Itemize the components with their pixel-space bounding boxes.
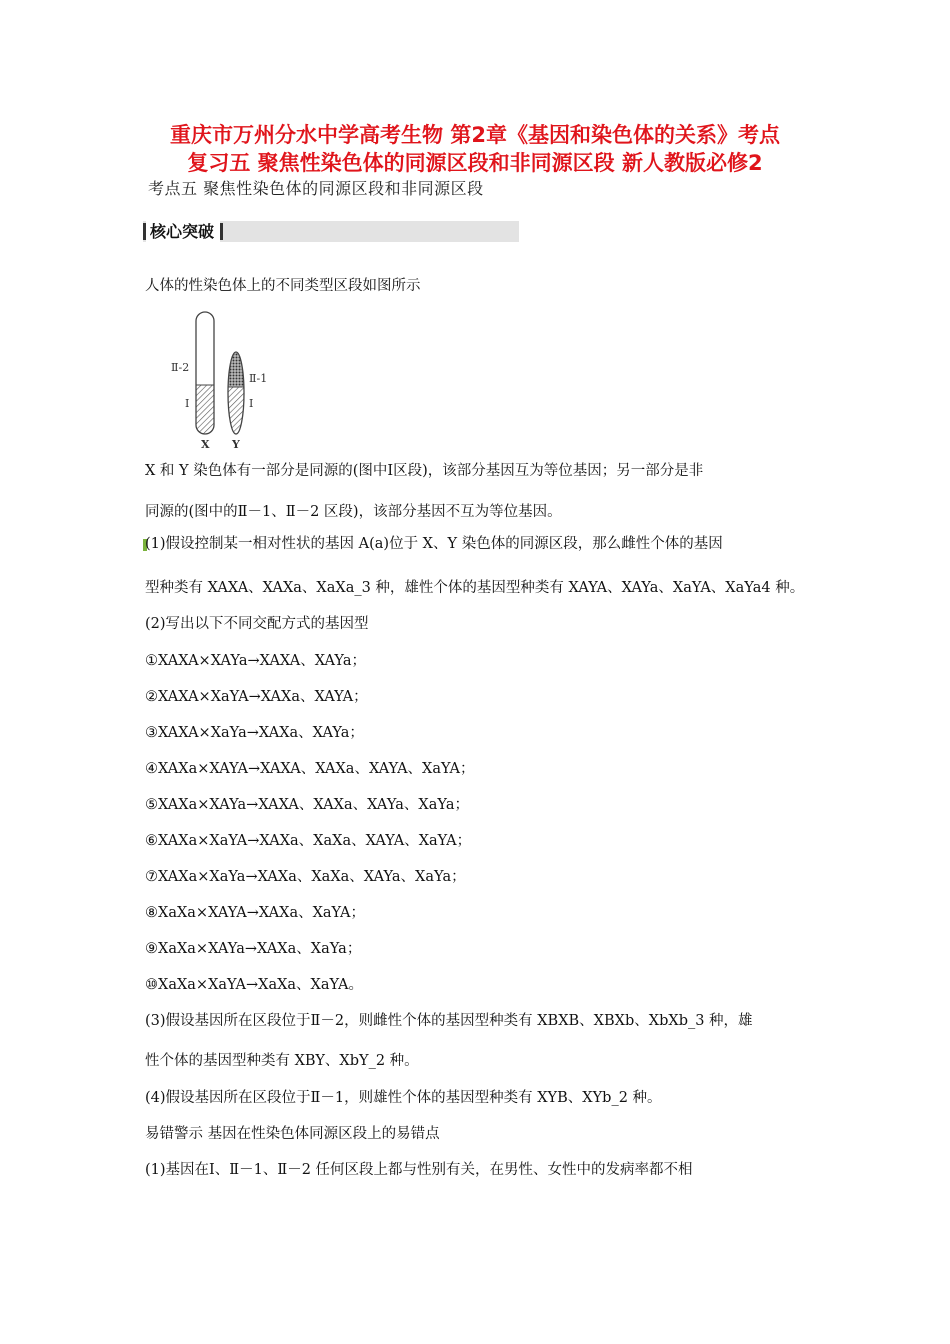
question-3-line: 性个体的基因型种类有 XBY、XbY_2 种。 xyxy=(145,1053,419,1069)
paragraph-line: 同源的(图中的Ⅱ－1、Ⅱ－2 区段)，该部分基因不互为等位基因。 xyxy=(145,504,562,520)
label-x-region-1: Ⅰ xyxy=(185,397,190,410)
bar-divider xyxy=(220,223,223,240)
cross-item: ④XAXa×XAYA→XAXA、XAXa、XAYA、XaYA； xyxy=(145,761,475,777)
cross-item: ⑧XaXa×XAYA→XAXa、XaYA； xyxy=(145,905,365,921)
cross-item: ⑤XAXa×XAYa→XAXA、XAXa、XAYa、XaYa； xyxy=(145,797,469,813)
section-header-bar xyxy=(143,221,519,242)
label-x: X xyxy=(201,438,210,451)
question-1-line: (1)假设控制某一相对性状的基因 A(a)位于 X、Y 染色体的同源区段，那么雌性个体的基因 xyxy=(145,536,723,552)
question-2: (2)写出以下不同交配方式的基因型 xyxy=(145,616,369,632)
sex-chromosome-figure xyxy=(145,305,275,455)
cross-item: ②XAXA×XaYA→XAXa、XAYA； xyxy=(145,689,368,705)
warning-heading: 易错警示 基因在性染色体同源区段上的易错点 xyxy=(145,1126,440,1142)
paragraph-line: X 和 Y 染色体有一部分是同源的(图中Ⅰ区段)，该部分基因互为等位基因；另一部分是非 xyxy=(145,463,704,479)
title-line-2: 复习五 聚焦性染色体的同源区段和非同源区段 新人教版必修2 xyxy=(187,151,763,175)
cross-item: ①XAXA×XAYa→XAXA、XAYa； xyxy=(145,653,366,669)
section-subtitle: 考点五 聚焦性染色体的同源区段和非同源区段 xyxy=(148,179,484,198)
title-line-1: 重庆市万州分水中学高考生物 第2章《基因和染色体的关系》考点 xyxy=(170,123,780,147)
question-3-line: (3)假设基因所在区段位于Ⅱ－2，则雌性个体的基因型种类有 XBXB、XBXb、XbXb_3 种，雄 xyxy=(145,1013,753,1029)
chromosome-diagram xyxy=(145,305,275,455)
label-y-region-i: Ⅰ xyxy=(249,397,254,410)
cross-item: ③XAXA×XaYa→XAXa、XAYa； xyxy=(145,725,364,741)
label-y-region-1: Ⅱ-1 xyxy=(249,372,268,385)
question-1-line: 型种类有 XAXA、XAXa、XaXa_3 种，雄性个体的基因型种类有 XAYA、XAYa、XaYA、XaYa4 种。 xyxy=(145,580,805,596)
cross-item: ⑨XaXa×XAYa→XAXa、XaYa； xyxy=(145,941,362,957)
warning-item-1: (1)基因在Ⅰ、Ⅱ－1、Ⅱ－2 任何区段上都与性别有关，在男性、女性中的发病率都不相 xyxy=(145,1162,693,1178)
label-x-region-2: Ⅱ-2 xyxy=(171,361,190,374)
question-4: (4)假设基因所在区段位于Ⅱ－1，则雄性个体的基因型种类有 XYB、XYb_2 种。 xyxy=(145,1090,662,1106)
cross-item: ⑦XAXa×XaYa→XAXa、XaXa、XAYa、XaYa； xyxy=(145,869,466,885)
cross-item: ⑩XaXa×XaYA→XaXa、XaYA。 xyxy=(145,977,363,993)
label-y: Y xyxy=(232,438,240,451)
cross-item: ⑥XAXa×XaYA→XAXa、XaXa、XAYA、XaYA； xyxy=(145,833,472,849)
x-chromosome xyxy=(196,312,214,445)
y-chromosome xyxy=(227,351,245,437)
intro-text: 人体的性染色体上的不同类型区段如图所示 xyxy=(145,278,421,294)
section-label: 核心突破 xyxy=(146,221,220,242)
